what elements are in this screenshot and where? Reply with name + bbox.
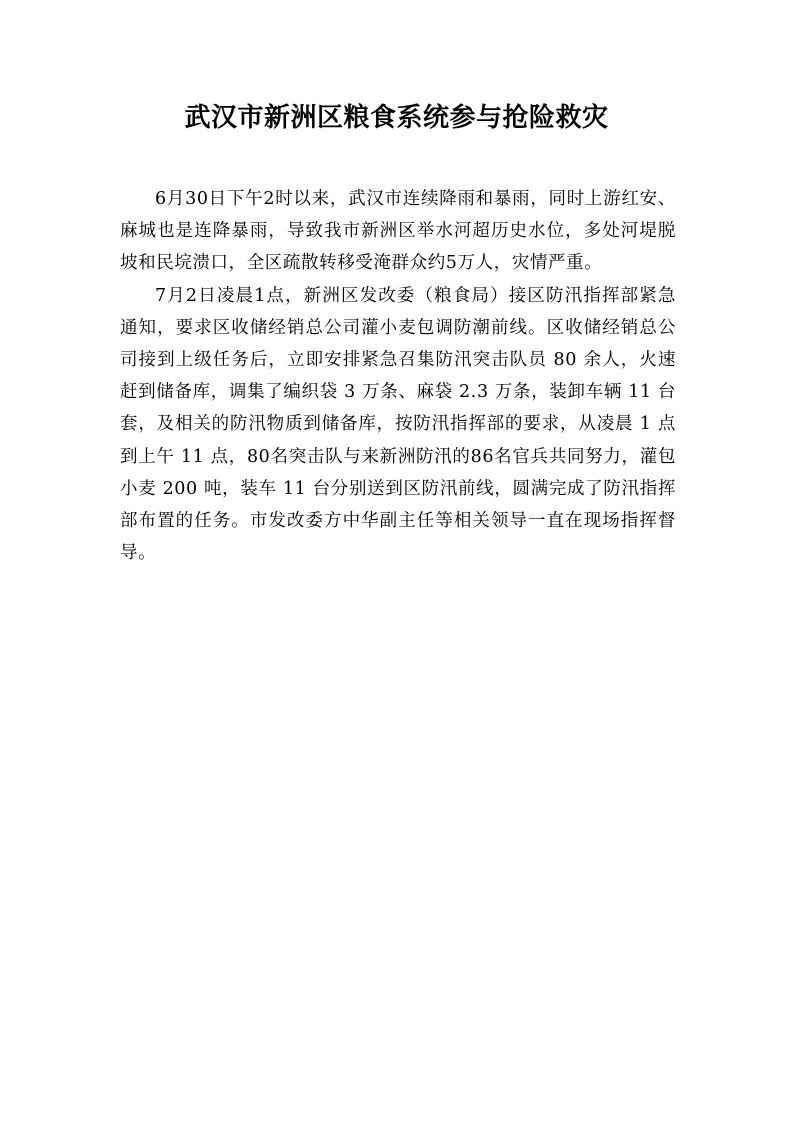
paragraph-1: 6月30日下午2时以来，武汉市连续降雨和暴雨，同时上游红安、麻城也是连降暴雨，导致我市新洲区举水河超历史水位，多处河堤脱坡和民垸溃口，全区疏散转移受淹群众约5万人，灾情严重。 xyxy=(120,189,676,274)
paragraph-2: 7月2日凌晨1点，新洲区发改委（粮食局）接区防汛指挥部紧急通知，要求区收储经销总公司灌小麦包调防潮前线。区收储经销总公司接到上级任务后，立即安排紧急召集防汛突击队员 80 余人，火速赶到储备库，调集了编织袋 3 万条、麻袋 2.3 万条，装卸车辆 11 台套，及相关的防汛物质到储备库，按防汛指挥部的要求，从凌晨 1 点到上午 11 点，80名突击队与来新洲防汛的86名官兵共同努力，灌包小麦 200 吨，装车 11 台分别送到区防汛前线，圆满完成了防汛指挥部布置的任务。市发改委方中华副主任等相关领导一直在现场指挥督导。 xyxy=(120,285,676,564)
document-title: 武汉市新洲区粮食系统参与抢险救灾 xyxy=(184,103,609,133)
document-body xyxy=(120,183,676,569)
